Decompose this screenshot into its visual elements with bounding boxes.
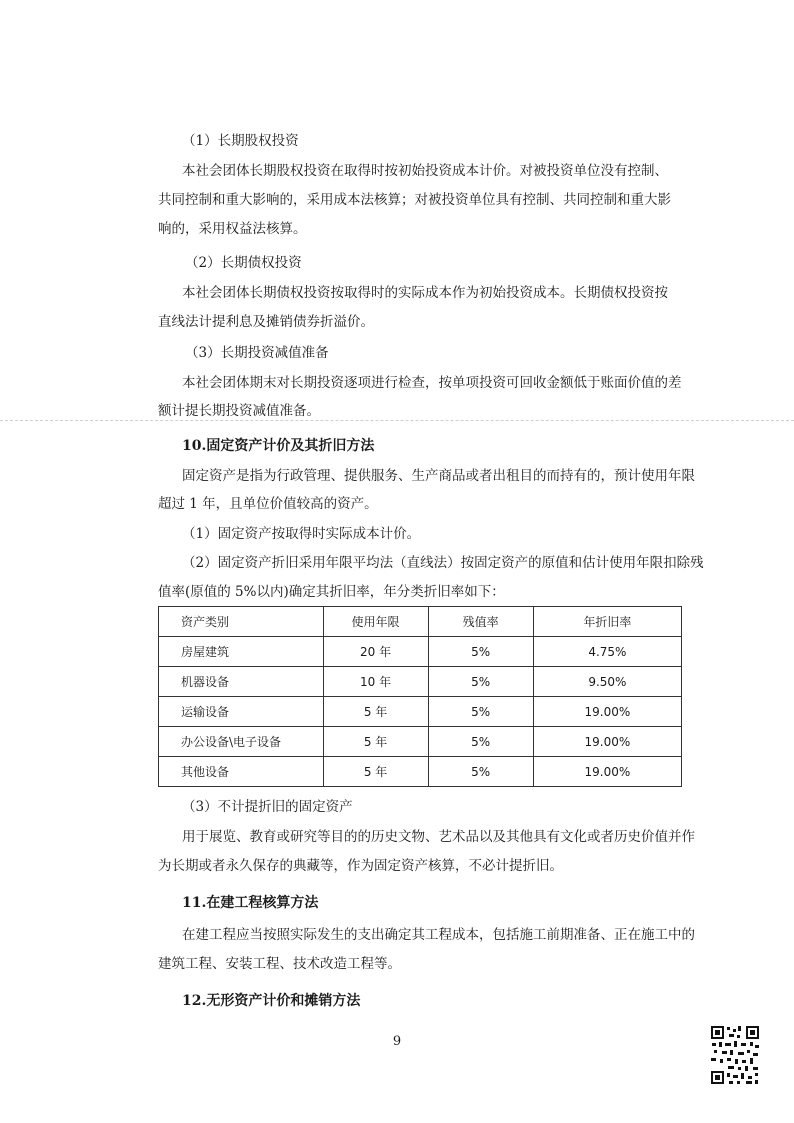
subheading-impairment: （3）长期投资减值准备 <box>185 345 329 361</box>
paragraph-line: 响的，采用权益法核算。 <box>158 221 307 237</box>
table-cell: 19.00% <box>533 757 681 787</box>
table-cell: 运输设备 <box>159 697 324 727</box>
subheading-long-term-debt: （2）长期债权投资 <box>185 255 302 271</box>
paragraph-line: 本社会团体长期股权投资在取得时按初始投资成本计价。对被投资单位没有控制、 <box>182 163 668 179</box>
paragraph-line: 用于展览、教育或研究等目的的历史文物、艺术品以及其他具有文化或者历史价值并作 <box>182 829 695 845</box>
page-number: 9 <box>392 1034 402 1049</box>
table-row <box>159 697 682 727</box>
table-header-cell: 残值率 <box>428 607 533 637</box>
paragraph-line: （2）固定资产折旧采用年限平均法（直线法）按固定资产的原值和估计使用年限扣除残 <box>182 555 704 571</box>
table-cell: 办公设备\电子设备 <box>159 727 324 757</box>
paragraph-line: 超过 1 年，且单位价值较高的资产。 <box>158 496 378 512</box>
section-heading-11: 11.在建工程核算方法 <box>182 895 319 911</box>
table-row <box>159 637 682 667</box>
paragraph-line: 本社会团体长期债权投资按取得时的实际成本作为初始投资成本。长期债权投资按 <box>182 285 668 301</box>
qr-code-icon <box>710 1025 760 1085</box>
paragraph-line: 为长期或者永久保存的典藏等，作为固定资产核算，不必计提折旧。 <box>158 858 563 874</box>
section-heading-10: 10.固定资产计价及其折旧方法 <box>182 438 375 454</box>
paragraph-line: 直线法计提利息及摊销债券折溢价。 <box>158 314 374 330</box>
scan-artifact-line <box>0 420 794 421</box>
table-cell: 机器设备 <box>159 667 324 697</box>
table-cell: 其他设备 <box>159 757 324 787</box>
paragraph-line: （1）固定资产按取得时实际成本计价。 <box>182 526 421 542</box>
table-cell: 19.00% <box>533 727 681 757</box>
table-cell: 5 年 <box>323 697 428 727</box>
table-cell: 5% <box>428 727 533 757</box>
subheading-no-depreciation: （3）不计提折旧的固定资产 <box>182 799 353 815</box>
table-row <box>159 667 682 697</box>
table-cell: 5 年 <box>323 727 428 757</box>
paragraph-line: 额计提长期投资减值准备。 <box>158 403 320 419</box>
table-cell: 20 年 <box>323 637 428 667</box>
subheading-long-term-equity: （1）长期股权投资 <box>182 133 299 149</box>
table-cell: 5% <box>428 637 533 667</box>
table-header-row <box>159 607 682 637</box>
table-cell: 房屋建筑 <box>159 637 324 667</box>
table-cell: 5% <box>428 697 533 727</box>
table-cell: 10 年 <box>323 667 428 697</box>
table-row <box>159 727 682 757</box>
table-header-cell: 使用年限 <box>323 607 428 637</box>
paragraph-line: 值率(原值的 5%以内)确定其折旧率，年分类折旧率如下： <box>158 584 505 600</box>
table-cell: 5% <box>428 667 533 697</box>
paragraph-line: 在建工程应当按照实际发生的支出确定其工程成本，包括施工前期准备、正在施工中的 <box>182 927 695 943</box>
table-header-cell: 资产类别 <box>159 607 324 637</box>
table-cell: 9.50% <box>533 667 681 697</box>
table-cell: 5 年 <box>323 757 428 787</box>
paragraph-line: 共同控制和重大影响的，采用成本法核算；对被投资单位具有控制、共同控制和重大影 <box>158 192 671 208</box>
table-header-cell: 年折旧率 <box>533 607 681 637</box>
depreciation-table <box>158 606 682 787</box>
paragraph-line: 固定资产是指为行政管理、提供服务、生产商品或者出租目的而持有的，预计使用年限 <box>182 468 695 484</box>
table-cell: 4.75% <box>533 637 681 667</box>
paragraph-line: 本社会团体期末对长期投资逐项进行检查，按单项投资可回收金额低于账面价值的差 <box>182 375 682 391</box>
paragraph-line: 建筑工程、安装工程、技术改造工程等。 <box>158 956 401 972</box>
table-cell: 5% <box>428 757 533 787</box>
table-row <box>159 757 682 787</box>
table-cell: 19.00% <box>533 697 681 727</box>
section-heading-12: 12.无形资产计价和摊销方法 <box>182 993 361 1009</box>
